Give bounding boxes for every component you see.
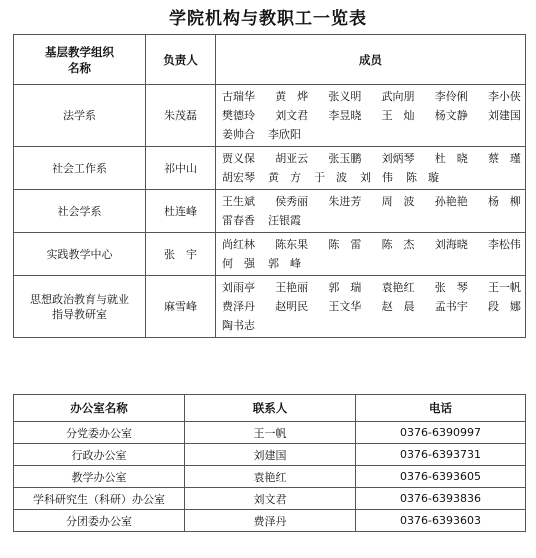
header-head: 负责人 [146,35,216,85]
member-line [222,211,521,230]
member-name: 张义明 [328,90,362,103]
member-name: 刘文君 [275,109,309,122]
unit-name: 社会学系 [57,204,102,218]
office-phone: 0376-6393603 [356,510,526,532]
office-table-header-row [14,395,526,422]
unit-head: 祁中山 [164,161,197,175]
member-name: 袁艳红 [381,281,415,294]
office-name: 行政办公室 [14,444,185,466]
member-line [222,125,521,144]
member-name: 古瑞华 [222,90,255,103]
office-contact: 刘建国 [185,444,356,466]
members-cell [216,147,526,190]
office-name: 分党委办公室 [14,422,185,444]
org-row [14,233,526,276]
office-contact: 王一帆 [185,422,356,444]
member-line [222,316,521,335]
member-name: 刘炳琴 [381,152,415,165]
member-name: 郭 瑞 [328,281,362,294]
member-name: 陈 璇 [406,171,439,184]
member-name: 李小侠 [487,90,521,103]
member-line [222,149,521,168]
member-name: 刘 伟 [360,171,393,184]
member-name: 樊德玲 [222,109,255,122]
member-line [222,106,521,125]
member-name: 王一帆 [487,281,521,294]
members-cell [216,85,526,147]
members-cell [216,233,526,276]
office-row [14,422,526,444]
member-name: 侯秀丽 [275,195,309,208]
member-name: 王文华 [328,300,362,313]
office-row [14,466,526,488]
office-phone: 0376-6393605 [356,466,526,488]
member-name: 何 强 [222,257,255,270]
member-name: 李松伟 [487,238,521,251]
unit-head: 麻雪峰 [164,300,197,313]
header-phone: 电话 [356,395,526,422]
office-row [14,510,526,532]
member-name: 张 琴 [434,281,468,294]
member-line [222,254,521,273]
org-row [14,147,526,190]
unit-head: 杜连峰 [164,204,197,218]
member-line [222,87,521,106]
member-name: 贾义保 [222,152,255,165]
member-name: 武向朋 [381,90,415,103]
member-name: 赵 晨 [381,300,415,313]
header-office-name: 办公室名称 [14,395,185,422]
member-name: 杨 柳 [487,195,521,208]
unit-name: 社会工作系 [52,161,107,175]
member-name: 王艳丽 [275,281,309,294]
member-name: 蔡 瑾 [487,152,521,165]
office-name: 分团委办公室 [14,510,185,532]
header-unit-name-line-1: 基层教学组织 [45,44,114,59]
member-line [222,278,521,297]
org-row [14,85,526,147]
unit-name: 实践教学中心 [46,247,113,261]
member-name: 陈东果 [275,238,309,251]
unit-head-cell [146,85,216,147]
member-name: 尚红林 [222,238,255,251]
member-name: 段 娜 [487,300,521,313]
unit-head-cell [146,276,216,338]
org-row [14,190,526,233]
org-table-header-row [14,35,526,85]
header-unit-name [14,35,146,85]
unit-head-cell [146,147,216,190]
unit-name-line: 思想政治教育与就业 [30,292,129,306]
member-name: 郭 峰 [268,257,301,270]
member-name: 刘建国 [487,109,521,122]
member-name: 李伶俐 [434,90,468,103]
member-name: 杨文静 [434,109,468,122]
member-name: 刘海晓 [434,238,468,251]
member-line [222,235,521,254]
office-name: 学科研究生（科研）办公室 [14,488,185,510]
office-phone: 0376-6393836 [356,488,526,510]
unit-name: 法学系 [63,109,96,122]
member-line [222,192,521,211]
member-name: 陶书志 [222,319,255,332]
member-name: 朱进芳 [328,195,362,208]
member-name: 李昱晓 [328,109,362,122]
office-contact: 袁艳红 [185,466,356,488]
member-name: 王 灿 [381,109,415,122]
office-row [14,444,526,466]
page-title: 学院机构与教职工一览表 [169,9,367,29]
unit-name-cell [14,233,146,276]
unit-name-cell [14,147,146,190]
office-name: 教学办公室 [14,466,185,488]
member-name: 汪银霞 [268,214,301,227]
office-contact: 刘文君 [185,488,356,510]
member-name: 王生斌 [222,195,255,208]
member-name: 费泽丹 [222,300,255,313]
org-staff-table [13,34,526,338]
unit-name-line: 指导教研室 [52,307,107,321]
office-phone: 0376-6390997 [356,422,526,444]
member-name: 胡亚云 [275,152,309,165]
unit-name-cell [14,276,146,338]
member-name: 周 波 [381,195,415,208]
unit-head-cell [146,233,216,276]
member-name: 于 波 [314,171,347,184]
office-contact-table [13,394,526,532]
unit-head: 张 宇 [164,247,197,261]
member-name: 雷春香 [222,214,255,227]
office-phone: 0376-6393731 [356,444,526,466]
member-name: 姜帅合 [222,128,255,141]
header-members: 成员 [216,35,526,85]
member-name: 孟书宇 [434,300,468,313]
unit-head: 朱茂磊 [164,109,197,122]
header-unit-name-line-2: 名称 [68,60,91,75]
member-line [222,297,521,316]
member-name: 陈 杰 [381,238,415,251]
members-cell [216,190,526,233]
office-row [14,488,526,510]
office-contact: 费泽丹 [185,510,356,532]
org-row [14,276,526,338]
member-name: 孙艳艳 [434,195,468,208]
member-name: 李欣阳 [268,128,301,141]
member-name: 杜 晓 [434,152,468,165]
member-name: 黄 方 [268,171,301,184]
unit-name-cell [14,190,146,233]
members-cell [216,276,526,338]
unit-name-cell [14,85,146,147]
member-line [222,168,521,187]
member-name: 胡宏琴 [222,171,255,184]
header-contact: 联系人 [185,395,356,422]
member-name: 黄 烨 [275,90,309,103]
member-name: 赵明民 [275,300,309,313]
member-name: 刘雨亭 [222,281,255,294]
unit-head-cell [146,190,216,233]
member-name: 陈 雷 [328,238,362,251]
member-name: 张玉鹏 [328,152,362,165]
